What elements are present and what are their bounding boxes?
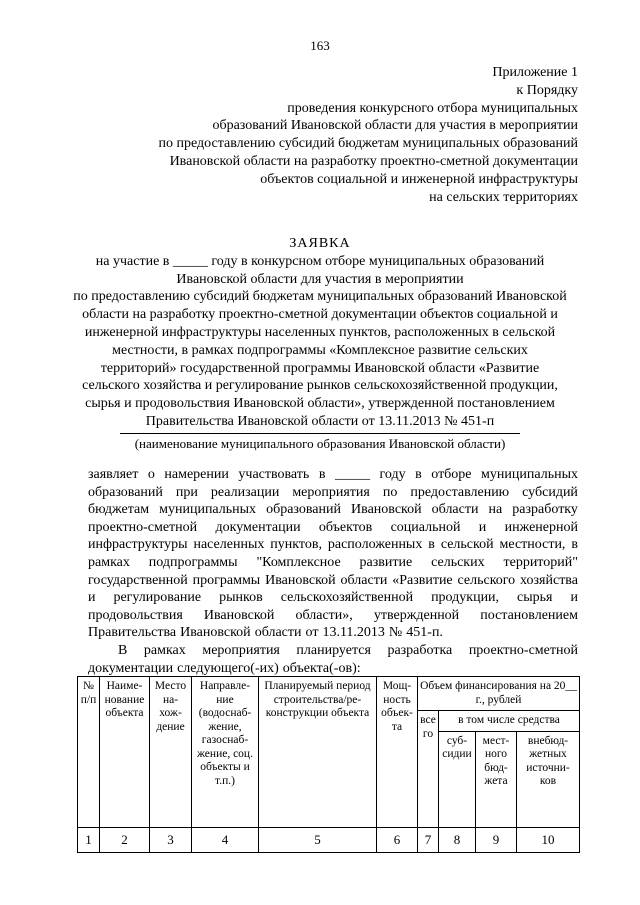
column-number: 10 xyxy=(517,827,580,852)
body-line: Правительства Ивановской области от 13.11.2013 № 451-п. xyxy=(88,625,443,641)
title-line: инженерной инфраструктуры населенных пунктов, расположенных в сельской xyxy=(84,324,556,340)
body-line: образований при реализации мероприятия по предоставлению субсидий xyxy=(88,484,578,500)
header-location: Место на- хож- дение xyxy=(150,677,192,828)
title-line: местности, в рамках подпрограммы «Комплексное развитие сельских xyxy=(112,342,528,358)
document-title: ЗАЯВКА xyxy=(289,236,351,251)
title-line: сельского хозяйства и регулирование рынков сельскохозяйственной продукции, xyxy=(82,378,558,394)
title-line: по предоставлению субсидий бюджетам муниципальных образований Ивановской xyxy=(73,289,567,305)
title-line: территорий» государственной программы Ивановской области «Развитие xyxy=(100,360,540,376)
appendix-line: образований Ивановской области для участия в мероприятии xyxy=(212,118,578,134)
municipality-name-caption: (наименование муниципального образования Ивановской области) xyxy=(134,436,506,451)
application-body xyxy=(88,466,578,677)
header-local-budget: мест- ного бюд- жета xyxy=(476,731,517,827)
title-line: области на разработку проектно-сметной документации объектов социальной и xyxy=(82,307,558,323)
column-number: 4 xyxy=(192,827,259,852)
appendix-header xyxy=(98,64,578,206)
page-number: 163 xyxy=(310,38,330,53)
body-line: инфраструктуры населенных пунктов, расположенных в сельской местности, в xyxy=(88,537,578,553)
title-line: сырья и продовольствия Ивановской области», утвержденной постановлением xyxy=(85,396,555,412)
municipality-name-fill-line xyxy=(120,433,520,434)
title-line: Правительства Ивановской области от 13.11.2013 № 451-п xyxy=(145,413,495,429)
body-line: продовольствия Ивановской области», утвержденной постановлением xyxy=(88,607,578,623)
appendix-line: на сельских территориях xyxy=(429,189,578,205)
header-num: № п/п xyxy=(78,677,100,828)
column-number: 5 xyxy=(259,827,377,852)
header-object-name: Наиме- нование объекта xyxy=(100,677,150,828)
appendix-line: объектов социальной и инженерной инфраструктуры xyxy=(260,171,578,187)
body-line: бюджетам муниципальных образований Ивановской области на разработку xyxy=(88,502,578,518)
header-subsidies: суб- сидии xyxy=(439,731,476,827)
header-direction: Направле- ние (водоснаб- жение, газоснаб- жение, соц. объекты и т.п.) xyxy=(192,677,259,828)
header-total: все го xyxy=(418,711,439,828)
application-title-block xyxy=(60,235,580,431)
header-extra-budget: внебюд- жетных источни- ков xyxy=(517,731,580,827)
appendix-line: по предоставлению субсидий бюджетам муниципальных образований xyxy=(158,136,578,152)
column-number: 9 xyxy=(476,827,517,852)
header-capacity: Мощ- ность объек- та xyxy=(377,677,418,828)
column-number: 1 xyxy=(78,827,100,852)
column-number: 3 xyxy=(150,827,192,852)
appendix-line: к Порядку xyxy=(516,82,578,98)
header-period: Планируемый период строительства/ре- конструкции объекта xyxy=(259,677,377,828)
column-number: 2 xyxy=(100,827,150,852)
body-line: проектно-сметной документации объектов социальной и инженерной xyxy=(88,519,578,535)
body-line: В рамках мероприятия планируется разработка проектно-сметной xyxy=(118,642,578,658)
header-including: в том числе средства xyxy=(439,711,580,732)
objects-table xyxy=(77,676,580,853)
body-line: рамках подпрограммы "Комплексное развитие сельских территорий" xyxy=(88,554,578,570)
header-financing: Объем финансирования на 20__ г., рублей xyxy=(418,677,580,711)
title-line: Ивановской области для участия в мероприятии xyxy=(176,271,464,287)
appendix-line: Приложение 1 xyxy=(492,65,578,80)
body-line: документации следующего(-их) объекта(-ов): xyxy=(88,660,361,676)
column-number: 8 xyxy=(439,827,476,852)
body-line: и регулирование рынков сельскохозяйственной продукции, сырья и xyxy=(88,590,578,606)
title-line: на участие в _____ году в конкурсном отборе муниципальных образований xyxy=(95,253,545,269)
appendix-line: Ивановской области на разработку проектно-сметной документации xyxy=(169,153,578,169)
column-number-row xyxy=(78,827,580,852)
column-number: 6 xyxy=(377,827,418,852)
body-line: государственной программы Ивановской области «Развитие сельского хозяйства xyxy=(88,572,578,588)
column-number: 7 xyxy=(418,827,439,852)
body-line: заявляет о намерении участвовать в _____ году в отборе муниципальных xyxy=(88,467,578,482)
appendix-line: проведения конкурсного отбора муниципальных xyxy=(287,100,578,116)
